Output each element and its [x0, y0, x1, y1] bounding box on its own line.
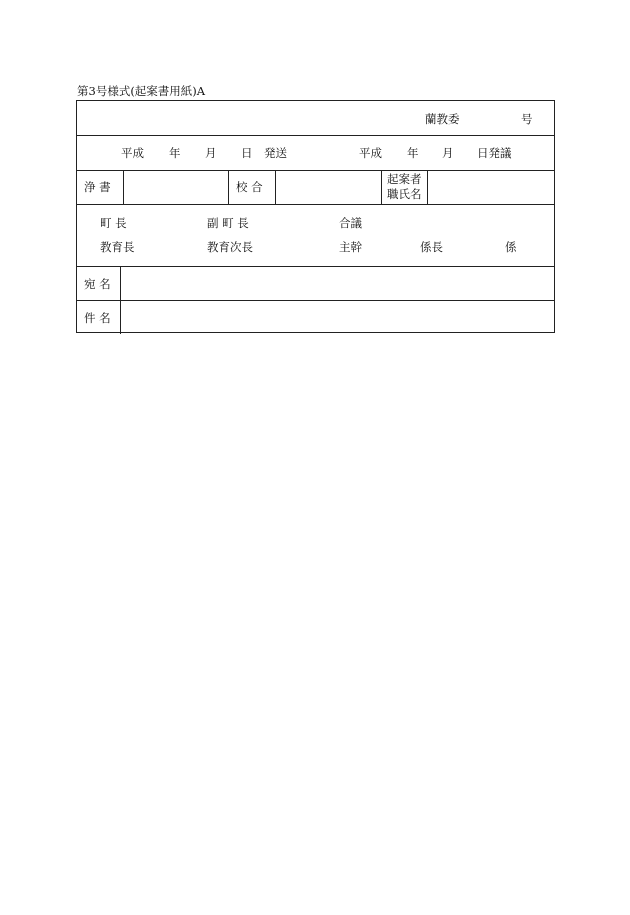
- divider: [77, 135, 554, 136]
- approval-superintendent: 教育長: [100, 240, 135, 254]
- office-prefix: 蘭教委: [425, 112, 460, 126]
- divider: [77, 266, 554, 267]
- sent-day: 日: [241, 146, 253, 160]
- addressee-label: 宛 名: [84, 277, 111, 291]
- draft-form-table: [76, 100, 555, 333]
- form-title: 第3号様式(起案書用紙)A: [77, 84, 206, 98]
- divider: [228, 170, 229, 204]
- approval-deputy-mayor: 副 町 長: [207, 216, 249, 230]
- divider: [275, 170, 276, 204]
- subject-label: 件 名: [84, 311, 111, 325]
- decided-era: 平成: [359, 146, 382, 160]
- divider: [427, 170, 428, 204]
- clean-copy-label: 浄 書: [84, 180, 111, 194]
- approval-staff: 係: [505, 240, 517, 254]
- decided-year: 年: [407, 146, 419, 160]
- approval-mayor: 町 長: [100, 216, 127, 230]
- decided-label: 日発議: [477, 146, 512, 160]
- number-suffix: 号: [521, 112, 533, 126]
- divider: [123, 170, 124, 204]
- drafter-label-line2: 職氏名: [387, 187, 422, 201]
- divider: [77, 300, 554, 301]
- sent-year: 年: [169, 146, 181, 160]
- decided-month: 月: [442, 146, 454, 160]
- approval-section-head: 係長: [420, 240, 443, 254]
- proofread-label: 校 合: [236, 180, 263, 194]
- approval-consultation: 合議: [339, 216, 362, 230]
- drafter-label-line1: 起案者: [387, 172, 422, 186]
- approval-chief: 主幹: [339, 240, 362, 254]
- sent-label: 発送: [264, 146, 287, 160]
- sent-era: 平成: [121, 146, 144, 160]
- divider: [120, 266, 121, 334]
- divider: [77, 204, 554, 205]
- sent-month: 月: [205, 146, 217, 160]
- approval-deputy-superintendent: 教育次長: [207, 240, 253, 254]
- divider: [77, 170, 554, 171]
- divider: [381, 170, 382, 204]
